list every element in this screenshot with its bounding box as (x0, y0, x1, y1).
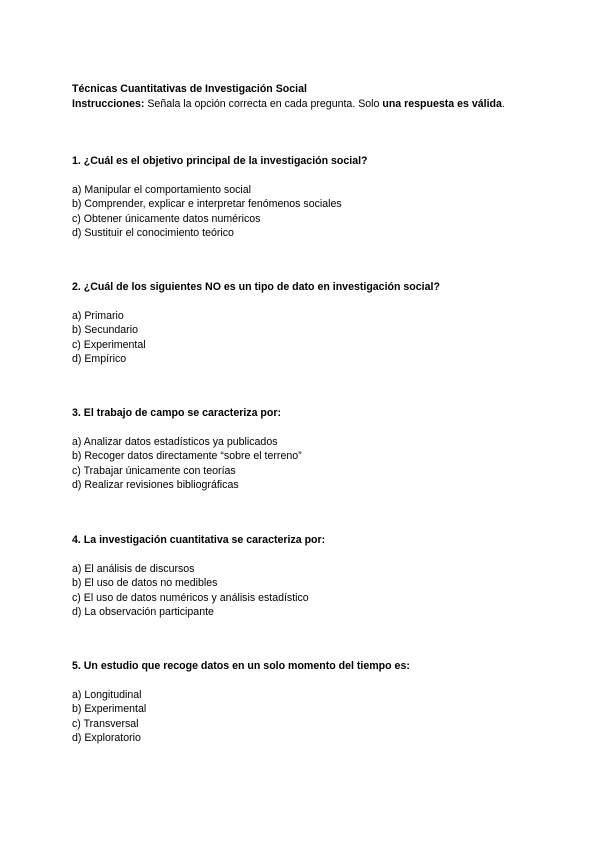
option-a: a) Primario (72, 309, 124, 322)
document-title: Técnicas Cuantitativas de Investigación Social (72, 83, 307, 95)
options-list (72, 435, 542, 493)
option-d: d) Realizar revisiones bibliográficas (72, 479, 239, 492)
option-c: c) Trabajar únicamente con teorías (72, 464, 236, 477)
option-a: a) Manipular el comportamiento social (72, 183, 251, 196)
question-text: 1. ¿Cuál es el objetivo principal de la investigación social? (72, 155, 368, 167)
instructions-end: . (501, 97, 505, 110)
option-a: a) El análisis de discursos (72, 562, 195, 575)
question-text: 5. Un estudio que recoge datos en un solo momento del tiempo es: (72, 660, 410, 672)
option-d: d) La observación participante (72, 606, 214, 619)
option-b: b) Recoger datos directamente “sobre el terreno” (72, 450, 302, 463)
question-text: 2. ¿Cuál de los siguientes NO es un tipo de dato en investigación social? (72, 281, 440, 293)
options-list (72, 309, 542, 367)
options-list (72, 688, 542, 746)
instructions-emphasis: una respuesta es válida (382, 97, 502, 110)
option-b: b) El uso de datos no medibles (72, 577, 218, 590)
option-c: c) Obtener únicamente datos numéricos (72, 212, 261, 225)
option-b: b) Experimental (72, 703, 147, 716)
question-2 (72, 280, 542, 367)
instructions-text: Señala la opción correcta en cada pregunta. Solo (144, 97, 383, 110)
question-1 (72, 154, 542, 241)
instructions-label: Instrucciones: (72, 97, 145, 110)
question-5 (72, 659, 542, 746)
options-list (72, 562, 542, 620)
option-d: d) Exploratorio (72, 732, 141, 745)
option-c: c) Experimental (72, 338, 146, 351)
option-d: d) Empírico (72, 353, 127, 366)
option-c: c) El uso de datos numéricos y análisis estadístico (72, 591, 309, 604)
question-text: 3. El trabajo de campo se caracteriza por: (72, 407, 282, 419)
option-c: c) Transversal (72, 717, 139, 730)
option-b: b) Comprender, explicar e interpretar fenómenos sociales (72, 198, 342, 211)
question-text: 4. La investigación cuantitativa se caracteriza por: (72, 534, 326, 546)
option-d: d) Sustituir el conocimiento teórico (72, 227, 234, 240)
instructions (72, 97, 542, 112)
option-b: b) Secundario (72, 324, 138, 337)
options-list (72, 183, 542, 241)
document-page (72, 82, 542, 745)
question-3 (72, 406, 542, 493)
question-4 (72, 533, 542, 620)
option-a: a) Analizar datos estadísticos ya publicados (72, 435, 278, 448)
option-a: a) Longitudinal (72, 688, 142, 701)
